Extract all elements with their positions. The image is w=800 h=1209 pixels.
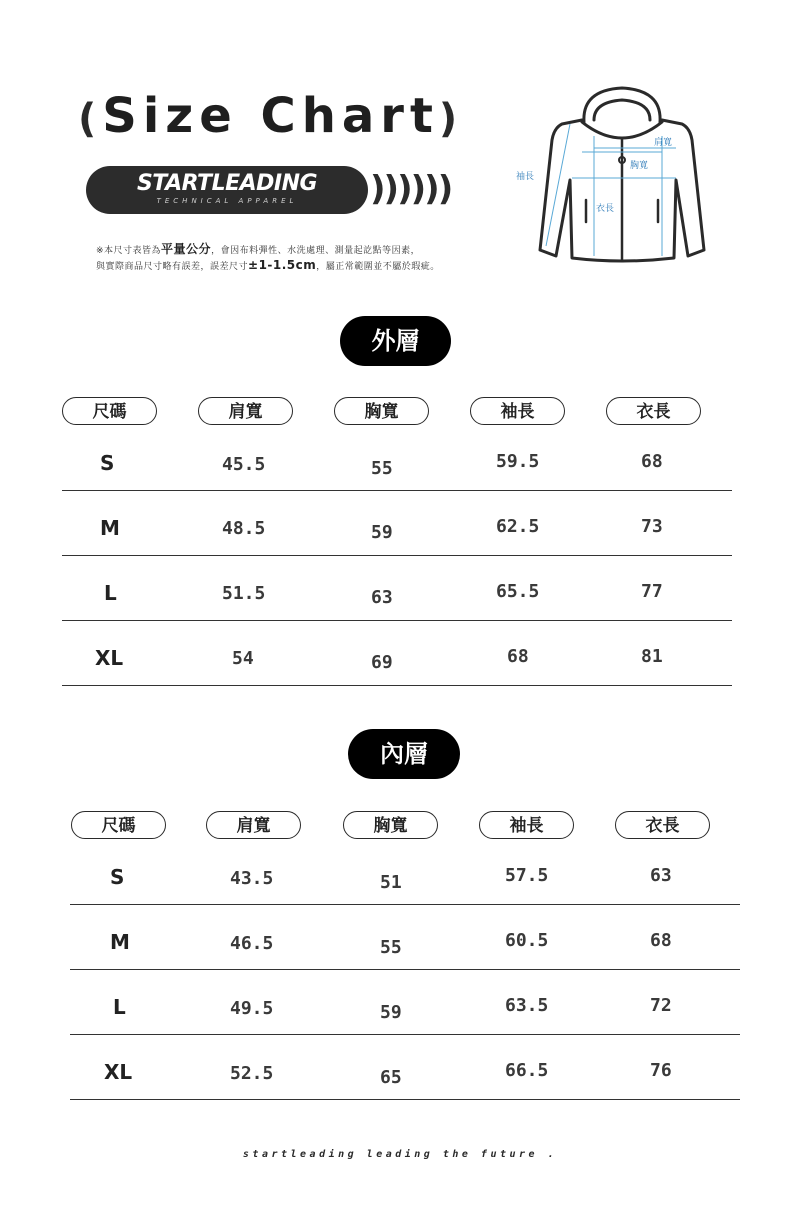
table-cell: 63.5 (505, 995, 549, 1016)
title-text: Size Chart (102, 88, 439, 144)
outer-header-chest: 胸寬 (334, 397, 429, 425)
table-cell: 72 (650, 995, 672, 1016)
section-label-inner: 內層 (348, 729, 460, 779)
table-cell: 81 (641, 646, 663, 667)
table-cell: 45.5 (222, 454, 266, 475)
note-line-2-pre: 與實際商品尺寸略有誤差，誤差尺寸 (96, 262, 249, 272)
row-divider (62, 490, 732, 491)
brand-logo (86, 166, 368, 214)
table-cell: 49.5 (230, 998, 274, 1019)
table-cell: 51 (380, 872, 402, 893)
table-cell: 59 (380, 1002, 402, 1023)
note-line-1-emphasis: 平量公分 (161, 242, 212, 256)
table-cell: L (104, 581, 117, 605)
jacket-diagram (512, 80, 722, 268)
jacket-outline-icon (540, 88, 704, 261)
table-cell: XL (95, 646, 124, 670)
outer-header-size: 尺碼 (62, 397, 157, 425)
note-line-2 (96, 258, 440, 272)
diagram-label-sleeve: 袖長 (516, 172, 535, 182)
note-line-1-post: ，會因布料彈性、水洗處理、測量起訖點等因素， (211, 246, 421, 256)
row-divider (62, 620, 732, 621)
title-close-paren: ) (438, 96, 464, 142)
row-divider (70, 1034, 740, 1035)
diagram-label-shoulder: 肩寬 (654, 138, 673, 148)
brand-tagline: TECHNICAL APPAREL (156, 197, 298, 205)
table-cell: M (100, 516, 120, 540)
note-line-1-pre: ※本尺寸表皆為 (96, 246, 162, 256)
table-cell: 62.5 (496, 516, 540, 537)
row-divider (62, 685, 732, 686)
table-cell: 57.5 (505, 865, 549, 886)
table-cell: 54 (232, 648, 254, 669)
title-open-paren: ( (78, 96, 103, 142)
table-cell: 48.5 (222, 518, 266, 539)
outer-header-length: 衣長 (606, 397, 701, 425)
table-cell: 55 (380, 937, 402, 958)
note-line-2-emphasis: ±1-1.5cm (248, 258, 317, 272)
diagram-label-length: 衣長 (596, 204, 615, 214)
inner-header-length: 衣長 (615, 811, 710, 839)
table-cell: 60.5 (505, 930, 549, 951)
table-cell: 51.5 (222, 583, 266, 604)
note-line-2-post: ，屬正常範圍並不屬於瑕疵。 (316, 262, 440, 272)
inner-header-shoulder: 肩寬 (206, 811, 301, 839)
table-cell: L (113, 995, 126, 1019)
table-cell: 59.5 (496, 451, 540, 472)
outer-header-sleeve: 袖長 (470, 397, 565, 425)
row-divider (70, 969, 740, 970)
table-cell: 63 (650, 865, 672, 886)
brand-waves-icon: )))))) (370, 169, 452, 209)
table-cell: 63 (371, 587, 393, 608)
table-cell: 59 (371, 522, 393, 543)
inner-header-size: 尺碼 (71, 811, 166, 839)
table-cell: S (110, 865, 125, 889)
row-divider (70, 904, 740, 905)
diagram-label-chest: 胸寬 (630, 161, 649, 171)
table-cell: 65 (380, 1067, 402, 1088)
section-label-outer: 外層 (340, 316, 451, 366)
table-cell: 76 (650, 1060, 672, 1081)
table-cell: XL (104, 1060, 133, 1084)
table-cell: 68 (507, 646, 529, 667)
table-cell: 46.5 (230, 933, 274, 954)
brand-name: STARTLEADING (136, 171, 318, 196)
note-line-1 (96, 240, 420, 257)
table-cell: 68 (650, 930, 672, 951)
table-cell: 55 (371, 458, 393, 479)
table-cell: 73 (641, 516, 663, 537)
table-cell: 77 (641, 581, 663, 602)
table-cell: M (110, 930, 130, 954)
table-cell: 68 (641, 451, 663, 472)
table-cell: 66.5 (505, 1060, 549, 1081)
page-title (78, 88, 463, 158)
inner-header-sleeve: 袖長 (479, 811, 574, 839)
outer-header-shoulder: 肩寬 (198, 397, 293, 425)
table-cell: 43.5 (230, 868, 274, 889)
footer-tagline: startleading leading the future . (242, 1149, 558, 1160)
inner-header-chest: 胸寬 (343, 811, 438, 839)
row-divider (70, 1099, 740, 1100)
row-divider (62, 555, 732, 556)
table-cell: 69 (371, 652, 393, 673)
table-cell: 65.5 (496, 581, 540, 602)
table-cell: S (100, 451, 115, 475)
table-cell: 52.5 (230, 1063, 274, 1084)
